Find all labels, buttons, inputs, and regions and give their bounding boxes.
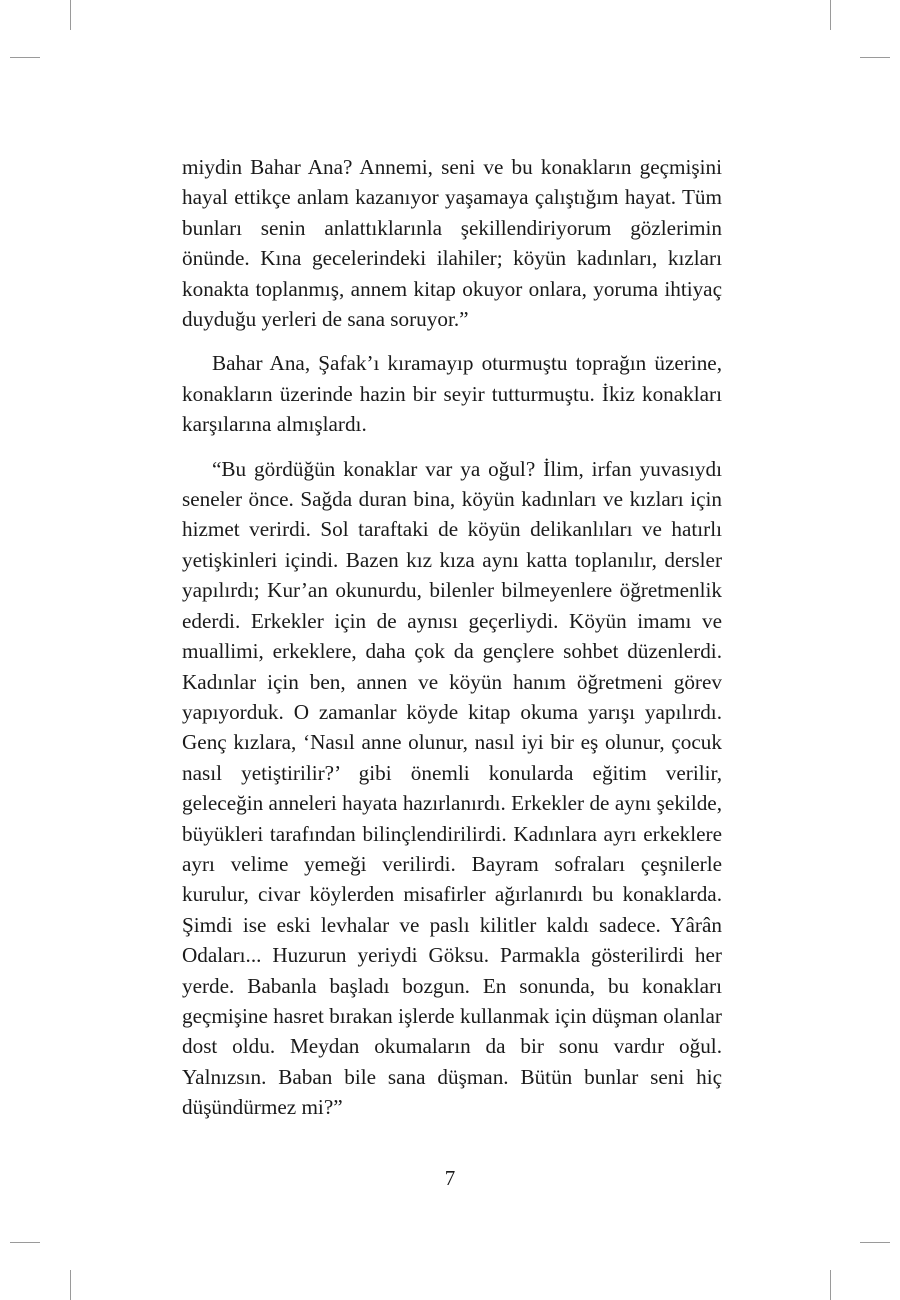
crop-mark-top-right-vertical (830, 0, 831, 30)
crop-mark-top-left-horizontal (10, 57, 40, 58)
crop-mark-bottom-right-vertical (830, 1270, 831, 1300)
paragraph: “Bu gördüğün konaklar var ya oğul? İlim, irfan yuvasıydı seneler önce. Sağda duran bina, köyün kadınları ve kızları için hizmet verirdi. Sol taraftaki de köyün delikanlıları ve hatırlı yetişkinleri içindi. Bazen kız kıza aynı katta toplanılır, dersler yapılırdı; Kur’an okunurdu, bilenler bilmeyenlere öğretmenlik ederdi. Erkekler için de aynısı geçerliydi. Köyün imamı ve muallimi, erkeklere, daha çok da gençlere sohbet düzenlerdi. Kadınlar için ben, annen ve köyün hanım öğretmeni görev yapıyorduk. O zamanlar köyde kitap okuma yarışı yapılırdı. Genç kızlara, ‘Nasıl anne olunur, nasıl iyi bir eş olunur, çocuk nasıl yetiştirilir?’ gibi önemli konularda eğitim verilir, geleceğin anneleri hayata hazırlanırdı. Erkekler de aynı şekilde, büyükleri tarafından bilinçlendirilirdi. Kadınlara ayrı erkeklere ayrı velime yemeği verilirdi. Bayram sofraları çeşnilerle kurulur, civar köylerden misafirler ağırlanırdı bu konaklarda. Şimdi ise eski levhalar ve paslı kilitler kaldı sadece. Yârân Odaları... Huzurun yeriydi Göksu. Parmakla gösterilirdi her yerde. Babanla başladı bozgun. En sonunda, bu konakları geçmişine hasret bırakan işlerde kullanmak için düşman olanlar dost oldu. Meydan okumaların da bir sonu vardır oğul. Yalnızsın. Baban bile sana düşman. Bütün bunlar seni hiç düşündürmez mi?” (182, 456, 722, 1120)
crop-mark-top-right-horizontal (860, 57, 890, 58)
page-number: 7 (444, 1166, 456, 1190)
paragraph: Bahar Ana, Şafak’ı kıramayıp oturmuştu toprağın üzerine, konakların üzerinde hazin bir seyir tutturmuştu. İkiz konakları karşılarına almışlardı. (182, 351, 722, 437)
crop-mark-bottom-right-horizontal (860, 1242, 890, 1243)
paragraph-continued: miydin Bahar Ana? Annemi, seni ve bu konakların geçmişini hayal ettikçe anlam kazanıyor yaşamaya çalıştığım hayat. Tüm bunları senin anlattıklarınla şekillendiriyorum gözlerimin önünde. Kına gecelerindeki ilahiler; köyün kadınları, kızları konakta toplanmış, annem kitap okuyor onlara, yoruma ihtiyaç duyduğu yerleri de sana soruyor.” (182, 155, 722, 332)
body-text (182, 152, 722, 1137)
crop-mark-bottom-left-vertical (70, 1270, 71, 1300)
crop-mark-top-left-vertical (70, 0, 71, 30)
crop-mark-bottom-left-horizontal (10, 1242, 40, 1243)
